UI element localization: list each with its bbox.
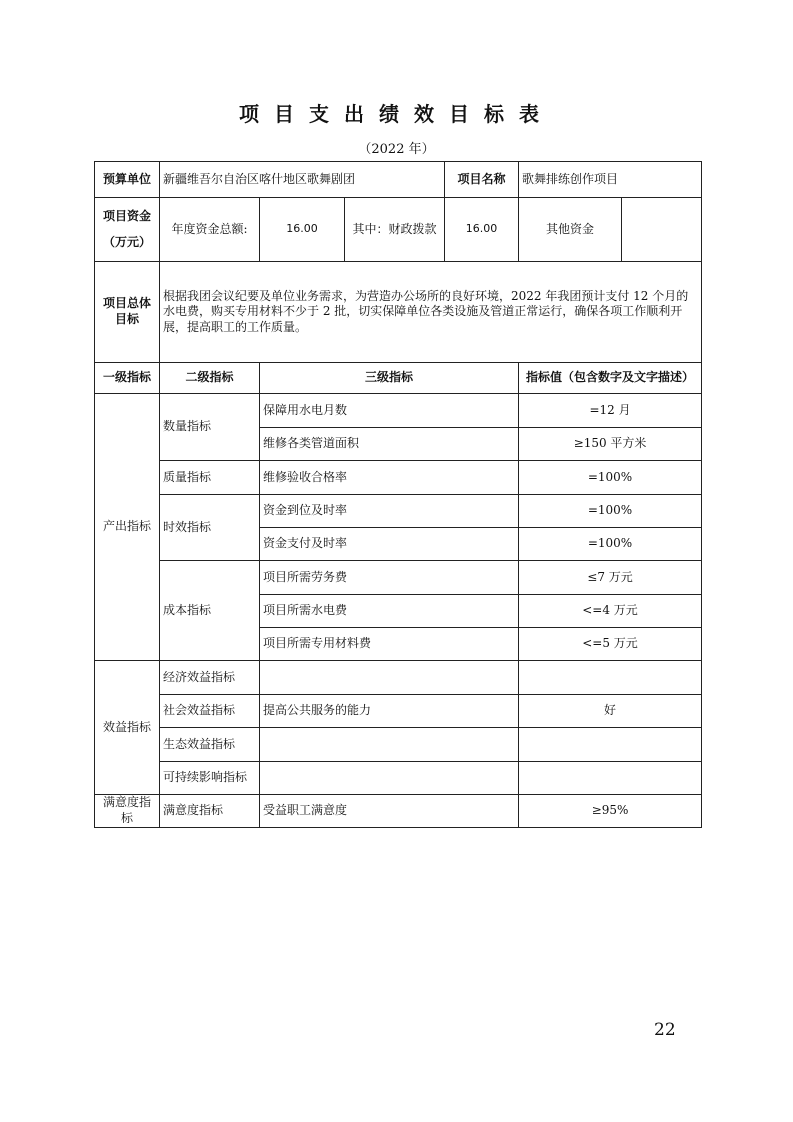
other-funds-value — [622, 198, 702, 262]
project-name-label: 项目名称 — [445, 162, 519, 198]
table-row — [95, 728, 702, 762]
budget-unit-value: 新疆维吾尔自治区喀什地区歌舞剧团 — [160, 162, 445, 198]
table-row — [95, 461, 702, 495]
fiscal-allocation-label: 其中：财政拨款 — [345, 198, 445, 262]
level3-cell: 项目所需水电费 — [260, 595, 519, 628]
indicator-value-cell: =12 月 — [519, 394, 702, 428]
level3-cell: 项目所需劳务费 — [260, 561, 519, 595]
level3-header: 三级指标 — [260, 363, 519, 394]
level2-cell: 社会效益指标 — [160, 695, 260, 728]
project-funds-title: 项目资金 — [102, 208, 151, 223]
level3-cell — [260, 661, 519, 695]
table-row — [95, 394, 702, 428]
indicator-header-row — [95, 363, 702, 394]
indicator-value-cell: ≥150 平方米 — [519, 428, 702, 461]
other-funds-label: 其他资金 — [519, 198, 622, 262]
level2-cell: 成本指标 — [160, 561, 260, 661]
info-row-unit — [95, 162, 702, 198]
level1-cell: 产出指标 — [95, 394, 160, 661]
level2-cell: 经济效益指标 — [160, 661, 260, 695]
page-title: 项目支出绩效目标表 — [239, 102, 554, 126]
level1-cell: 满意度指标 — [95, 795, 160, 828]
indicator-value-cell — [519, 661, 702, 695]
indicator-value-cell: <=4 万元 — [519, 595, 702, 628]
project-funds-label — [95, 198, 160, 262]
level1-header: 一级指标 — [95, 363, 160, 394]
indicator-value-cell: <=5 万元 — [519, 628, 702, 661]
indicator-value-cell: =100% — [519, 461, 702, 495]
indicator-value-cell: 好 — [519, 695, 702, 728]
project-name-value: 歌舞排练创作项目 — [519, 162, 702, 198]
indicator-value-cell: =100% — [519, 528, 702, 561]
level3-cell: 提高公共服务的能力 — [260, 695, 519, 728]
level3-cell: 维修各类管道面积 — [260, 428, 519, 461]
indicator-value-cell: =100% — [519, 495, 702, 528]
level2-cell: 时效指标 — [160, 495, 260, 561]
table-row — [95, 561, 702, 595]
indicator-value-cell — [519, 762, 702, 795]
info-row-funds — [95, 198, 702, 262]
level3-cell — [260, 762, 519, 795]
level3-cell: 项目所需专用材料费 — [260, 628, 519, 661]
fiscal-allocation-value: 16.00 — [445, 198, 519, 262]
level3-cell: 资金到位及时率 — [260, 495, 519, 528]
indicator-value-cell — [519, 728, 702, 762]
overall-goal-label: 项目总体目标 — [95, 262, 160, 363]
table-row — [95, 762, 702, 795]
level2-cell: 数量指标 — [160, 394, 260, 461]
page-number: 22 — [654, 1020, 676, 1040]
annual-total-value: 16.00 — [260, 198, 345, 262]
level2-cell: 满意度指标 — [160, 795, 260, 828]
level3-cell: 保障用水电月数 — [260, 394, 519, 428]
table-row — [95, 495, 702, 528]
level1-cell: 效益指标 — [95, 661, 160, 795]
table-row — [95, 661, 702, 695]
overall-goal-text: 根据我团会议纪要及单位业务需求，为营造办公场所的良好环境，2022 年我团预计支付 12 个月的水电费，购买专用材料不少于 2 批，切实保障单位各类设施及管道正常运行，确保各项工作顺利开展，提高职工的工作质量。 — [160, 262, 702, 363]
project-funds-unit: （万元） — [102, 234, 151, 249]
level2-cell: 可持续影响指标 — [160, 762, 260, 795]
table-row — [95, 795, 702, 828]
table-row — [95, 695, 702, 728]
level3-cell — [260, 728, 519, 762]
budget-unit-label: 预算单位 — [95, 162, 160, 198]
level2-cell: 生态效益指标 — [160, 728, 260, 762]
level3-cell: 资金支付及时率 — [260, 528, 519, 561]
performance-table — [94, 161, 702, 828]
level3-cell: 维修验收合格率 — [260, 461, 519, 495]
annual-total-label: 年度资金总额: — [160, 198, 260, 262]
info-row-goal — [95, 262, 702, 363]
indicator-value-cell: ≤7 万元 — [519, 561, 702, 595]
level3-cell: 受益职工满意度 — [260, 795, 519, 828]
value-header: 指标值（包含数字及文字描述） — [519, 363, 702, 394]
indicator-value-cell: ≥95% — [519, 795, 702, 828]
year-subtitle: （2022 年） — [358, 142, 435, 157]
level2-header: 二级指标 — [160, 363, 260, 394]
level2-cell: 质量指标 — [160, 461, 260, 495]
